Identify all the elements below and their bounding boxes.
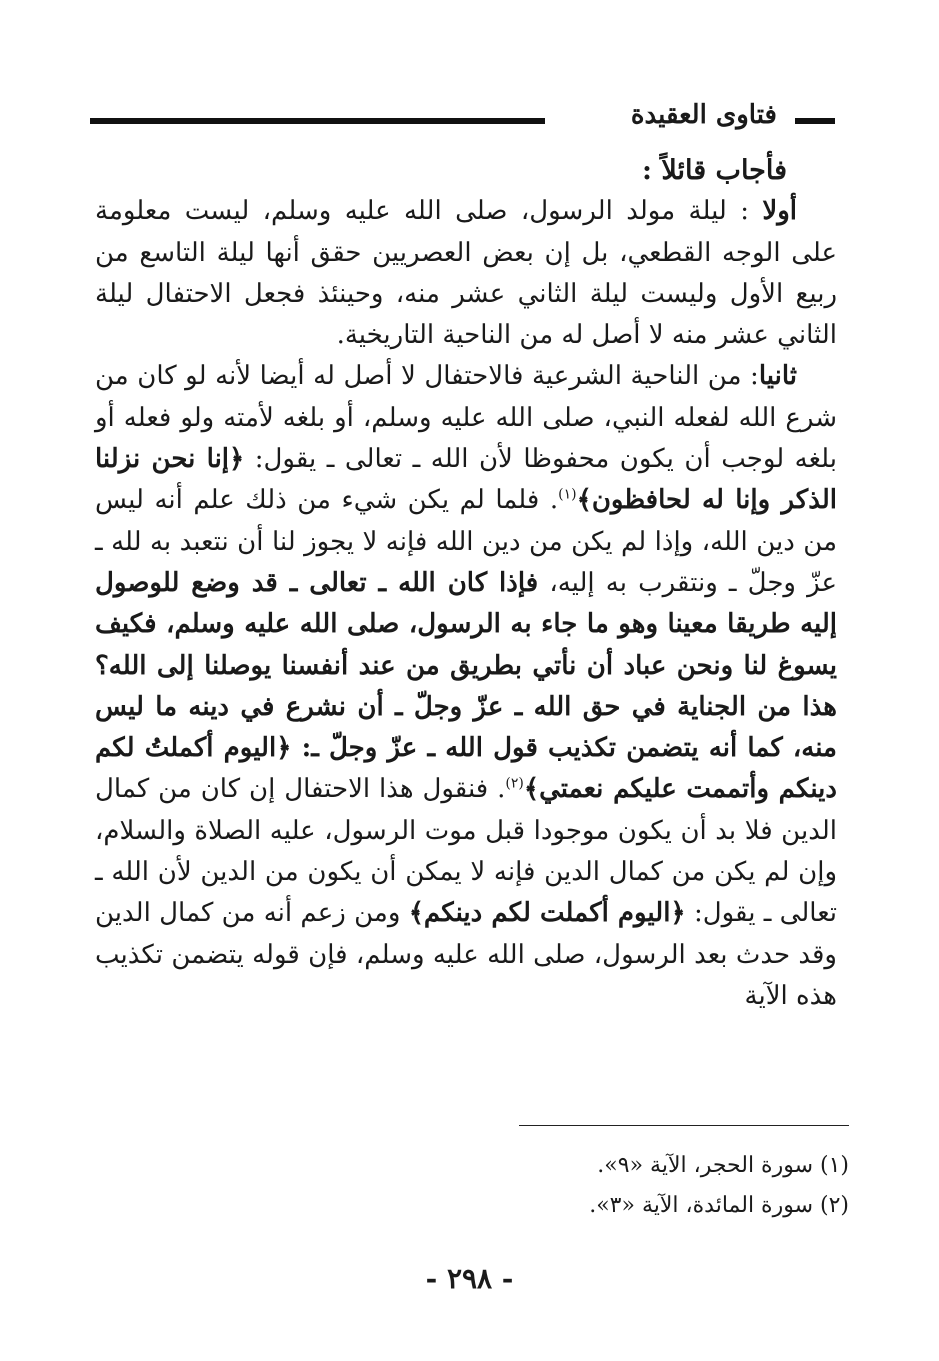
header-rule-short [795, 118, 835, 124]
bold-passage: فإذا كان الله ـ تعالى ـ قد وضع للوصول إليه طريقا معينا وهو ما جاء به الرسول، صلى الله عليه وسلم، فكيف يسوغ لنا ونحن عباد أن نأتي بطريق من عند أنفسنا يوصلنا إلى الله؟ هذا من الجناية في حق الله ـ عزّ وجلّ ـ أن نشرع في دينه ما ليس منه، كما أنه يتضمن تكذيب قول الله ـ عزّ وجلّ ـ: [95, 567, 837, 764]
footnote-separator [519, 1125, 849, 1126]
quran-quote-3: ﴿اليوم أكملت لكم دينكم﴾ [408, 898, 686, 929]
quran-quote-1: ﴿إنا نحن نزلنا الذكر وإنا له لحافظون﴾ [95, 444, 837, 516]
footnotes [149, 1146, 849, 1226]
footnote-2: (٢) سورة المائدة، الآية «٣». [589, 1193, 849, 1218]
footnote-1: (١) سورة الحجر، الآية «٩». [597, 1153, 849, 1178]
paragraph-second-text-4: ومن زعم أنه من كمال الدين وقد حدث بعد الرسول، صلى الله عليه وسلم، فإن قوله يتضمن تكذيب هذه الآية [95, 898, 837, 1011]
main-text [95, 150, 837, 1017]
running-header [90, 100, 835, 140]
paragraph-second-text-3: . فنقول هذا الاحتفال إن كان من كمال الدين فلا بد أن يكون موجودا قبل موت الرسول، عليه الصلاة والسلام، وإن لم يكن من كمال الدين فإنه لا يمكن أن يكون من الدين لأن الله ـ تعالى ـ يقول: [95, 774, 837, 929]
paragraph-first-text: : ليلة مولد الرسول، صلى الله عليه وسلم، ليست معلومة على الوجه القطعي، بل إن بعض العصريين حقق أنها ليلة التاسع من ربيع الأول وليست ليلة الثاني عشر منه، وحينئذ فجعل الاحتفال ليلة الثاني عشر منه لا أصل له من الناحية التاريخية. [95, 196, 837, 351]
paragraph-second [95, 356, 837, 1017]
page-number: - ٢٩٨ - [425, 1262, 514, 1295]
header-rule-long [90, 118, 545, 124]
paragraph-second-text-2: . فلما لم يكن شيء من ذلك علم أنه ليس من دين الله، وإذا لم يكن من دين الله فإنه لا يجوز لنا أن نتعبد به لله ـ عزّ وجلّ ـ ونتقرب به إليه، [95, 485, 837, 598]
paragraph-second-label: ثانيا [758, 361, 797, 392]
answer-lead: فأجاب قائلاً : [642, 155, 787, 186]
quran-quote-2: ﴿اليوم أكملتُ لكم دينكم وأتممت عليكم نعمتي﴾ [95, 733, 837, 805]
footnote-ref-1: (١) [558, 486, 577, 503]
paragraph-first-label: أولا [762, 196, 797, 227]
paragraph-first [95, 191, 837, 356]
header-title: فتاوى العقيدة [630, 100, 777, 130]
paragraph-second-text-1: : من الناحية الشرعية فالاحتفال لا أصل له أيضا لأنه لو كان من شرع الله لفعله النبي، صلى الله عليه وسلم، أو بلغه لأمته ولو فعله أو بلغه لوجب أن يكون محفوظا لأن الله ـ تعالى ـ يقول: [95, 361, 837, 475]
footnote-ref-2: (٢) [505, 775, 524, 792]
